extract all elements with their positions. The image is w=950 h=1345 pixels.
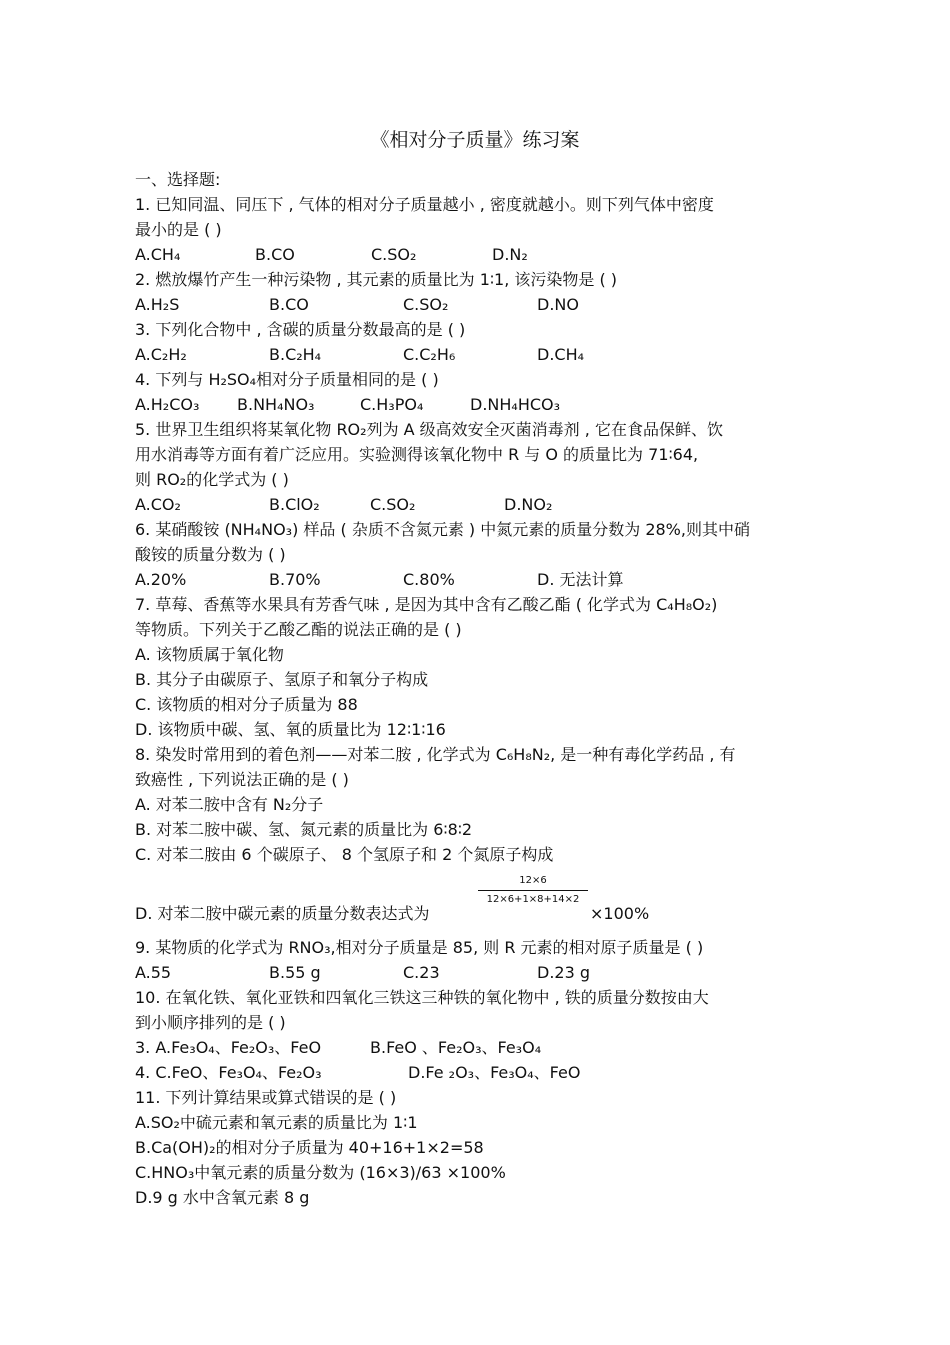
- question-1-option-c: C.SO₂: [371, 245, 417, 264]
- section-heading: 一、选择题:: [135, 170, 221, 189]
- question-8-option-a: A. 对苯二胺中含有 N₂分子: [135, 795, 324, 814]
- question-1-option-d: D.N₂: [492, 245, 528, 264]
- question-11-stem: 11. 下列计算结果或算式错误的是 ( ): [135, 1088, 397, 1107]
- page-title: 《相对分子质量》练习案: [370, 129, 580, 151]
- question-1-option-a: A.CH₄: [135, 245, 181, 264]
- question-7-stem: 7. 草莓、香蕉等水果具有芳香气味 , 是因为其中含有乙酸乙酯 ( 化学式为 C₄H₈O₂): [135, 595, 718, 614]
- question-10-option-b: B.FeO 、Fe₂O₃、Fe₃O₄: [370, 1038, 542, 1057]
- question-8-option-c: C. 对苯二胺由 6 个碳原子、 8 个氢原子和 2 个氮原子构成: [135, 845, 554, 864]
- question-7-option-a: A. 该物质属于氧化物: [135, 645, 284, 664]
- question-2-stem: 2. 燃放爆竹产生一种污染物 , 其元素的质量比为 1∶1, 该污染物是 ( ): [135, 270, 618, 289]
- question-5-option-b: B.ClO₂: [269, 495, 320, 514]
- question-6-stem: 6. 某硝酸铵 (NH₄NO₃) 样品 ( 杂质不含氮元素 ) 中氮元素的质量分数为 28%,则其中硝: [135, 520, 750, 539]
- question-7-option-c: C. 该物质的相对分子质量为 88: [135, 695, 358, 714]
- question-9-stem: 9. 某物质的化学式为 RNO₃,相对分子质量是 85, 则 R 元素的相对原子质量是 ( ): [135, 938, 704, 957]
- question-8-stem-cont: 致癌性 , 下列说法正确的是 ( ): [135, 770, 349, 789]
- question-1-stem: 1. 已知同温、同压下 , 气体的相对分子质量越小 , 密度就越小。则下列气体中密度: [135, 195, 714, 214]
- question-9-option-d: D.23 g: [537, 963, 591, 982]
- question-8-stem: 8. 染发时常用到的着色剂——对苯二胺 , 化学式为 C₆H₈N₂, 是一种有毒化学药品 , 有: [135, 745, 736, 764]
- question-4-option-d: D.NH₄HCO₃: [470, 395, 561, 414]
- question-2-option-c: C.SO₂: [403, 295, 449, 314]
- question-6-stem-cont: 酸铵的质量分数为 ( ): [135, 545, 286, 564]
- question-9-option-c: C.23: [403, 963, 440, 982]
- question-4-option-a: A.H₂CO₃: [135, 395, 200, 414]
- formula-denominator: 12×6+1×8+14×2: [486, 894, 580, 905]
- question-4-option-c: C.H₃PO₄: [360, 395, 424, 414]
- question-8-option-b: B. 对苯二胺中碳、氢、氮元素的质量比为 6∶8∶2: [135, 820, 473, 839]
- question-5-stem: 5. 世界卫生组织将某氧化物 RO₂列为 A 级高效安全灭菌消毒剂 , 它在食品保鲜、饮: [135, 420, 723, 439]
- question-11-option-b: B.Ca(OH)₂的相对分子质量为 40+16+1×2=58: [135, 1138, 484, 1157]
- question-3-option-a: A.C₂H₂: [135, 345, 187, 364]
- question-3-option-b: B.C₂H₄: [269, 345, 322, 364]
- question-11-option-d: D.9 g 水中含氧元素 8 g: [135, 1188, 310, 1207]
- question-6-option-b: B.70%: [269, 570, 321, 589]
- question-3-stem: 3. 下列化合物中 , 含碳的质量分数最高的是 ( ): [135, 320, 466, 339]
- question-7-option-b: B. 其分子由碳原子、氢原子和氧分子构成: [135, 670, 429, 689]
- question-5-option-a: A.CO₂: [135, 495, 181, 514]
- question-4-stem: 4. 下列与 H₂SO₄相对分子质量相同的是 ( ): [135, 370, 439, 389]
- question-11-option-a: A.SO₂中硫元素和氧元素的质量比为 1∶1: [135, 1113, 418, 1132]
- formula-suffix: ×100%: [590, 904, 650, 923]
- question-10-option-d: D.Fe ₂O₃、Fe₃O₄、FeO: [408, 1063, 581, 1082]
- question-10-stem: 10. 在氧化铁、氧化亚铁和四氧化三铁这三种铁的氧化物中 , 铁的质量分数按由大: [135, 988, 709, 1007]
- question-2-option-d: D.NO: [537, 295, 579, 314]
- question-7-option-d: D. 该物质中碳、氢、氧的质量比为 12∶1∶16: [135, 720, 446, 739]
- question-6-option-c: C.80%: [403, 570, 455, 589]
- question-9-option-b: B.55 g: [269, 963, 321, 982]
- question-8-option-d: D. 对苯二胺中碳元素的质量分数表达式为: [135, 904, 430, 923]
- question-10-option-a: 3. A.Fe₃O₄、Fe₂O₃、FeO: [135, 1038, 322, 1057]
- question-4-option-b: B.NH₄NO₃: [237, 395, 315, 414]
- question-5-stem-cont-2: 则 RO₂的化学式为 ( ): [135, 470, 289, 489]
- question-7-stem-cont: 等物质。下列关于乙酸乙酯的说法正确的是 ( ): [135, 620, 462, 639]
- mass-fraction-formula: [478, 874, 588, 907]
- question-5-option-c: C.SO₂: [370, 495, 416, 514]
- question-1-option-b: B.CO: [255, 245, 295, 264]
- question-2-option-a: A.H₂S: [135, 295, 180, 314]
- question-9-option-a: A.55: [135, 963, 172, 982]
- question-10-option-c: 4. C.FeO、Fe₃O₄、Fe₂O₃: [135, 1063, 322, 1082]
- question-5-stem-cont: 用水消毒等方面有着广泛应用。实验测得该氧化物中 R 与 O 的质量比为 71∶64,: [135, 445, 699, 464]
- formula-fraction-bar: [478, 890, 588, 891]
- question-5-option-d: D.NO₂: [504, 495, 553, 514]
- question-10-stem-cont: 到小顺序排列的是 ( ): [135, 1013, 286, 1032]
- question-3-option-c: C.C₂H₆: [403, 345, 456, 364]
- question-11-option-c: C.HNO₃中氧元素的质量分数为 (16×3)/63 ×100%: [135, 1163, 506, 1182]
- question-1-stem-cont: 最小的是 ( ): [135, 220, 222, 239]
- question-2-option-b: B.CO: [269, 295, 309, 314]
- formula-numerator: 12×6: [519, 875, 547, 886]
- question-6-option-d: D. 无法计算: [537, 570, 624, 589]
- question-6-option-a: A.20%: [135, 570, 187, 589]
- question-3-option-d: D.CH₄: [537, 345, 585, 364]
